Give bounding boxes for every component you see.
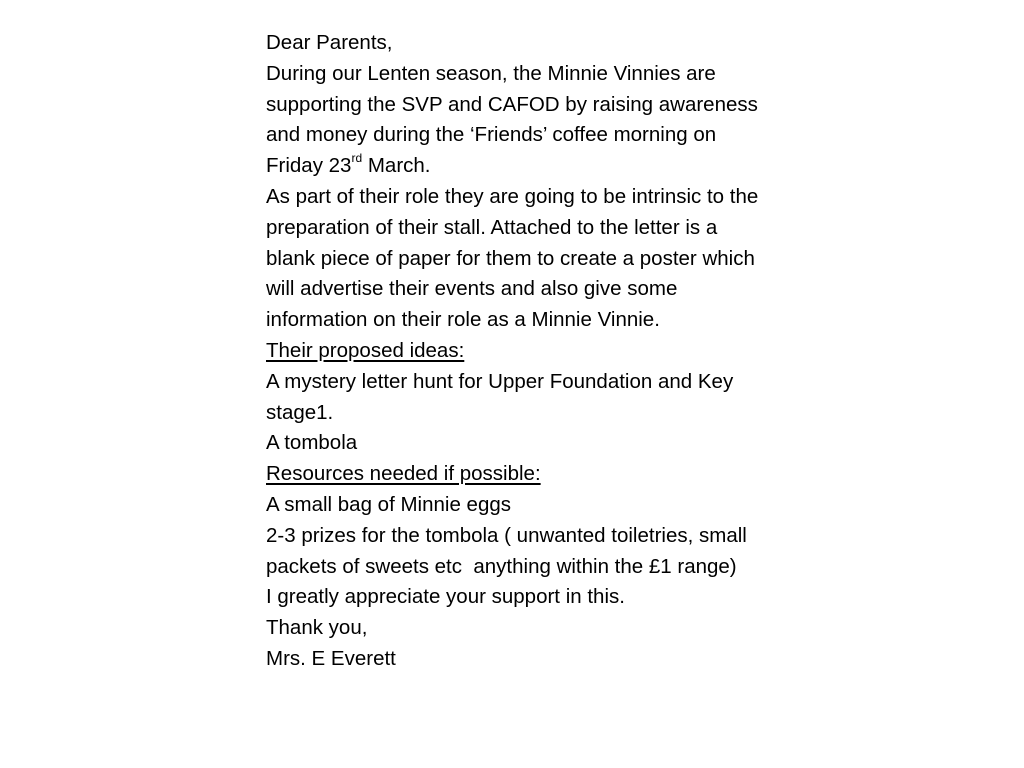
resources-heading (266, 459, 866, 490)
resource-item: 2-3 prizes for the tombola ( unwanted toiletries, small (266, 523, 747, 547)
resource-item: A small bag of Minnie eggs (266, 492, 511, 516)
ideas-heading-text: Their proposed ideas: (266, 338, 465, 362)
greeting: Dear Parents, (266, 31, 393, 54)
event-date-line (266, 151, 866, 182)
thanks-line: Thank you, (266, 616, 368, 640)
resource-item: packets of sweets etc anything within the £1 range) (266, 554, 737, 578)
appreciation-line: I greatly appreciate your support in this. (266, 585, 625, 609)
paragraph1-line: supporting the SVP and CAFOD by raising awareness (266, 92, 758, 116)
paragraph2-line: will advertise their events and also give some (266, 277, 678, 301)
event-date-month: March. (362, 154, 431, 178)
paragraph2-line: preparation of their stall. Attached to the letter is a (266, 215, 718, 239)
paragraph1-line: During our Lenten season, the Minnie Vinnies are (266, 61, 716, 85)
ideas-heading (266, 336, 866, 367)
letter-body (266, 28, 866, 675)
idea-item: A mystery letter hunt for Upper Foundation and Key (266, 369, 734, 393)
event-date-ordinal: rd (351, 151, 363, 166)
event-date-day: Friday 23 (266, 154, 352, 178)
paragraph2-line: As part of their role they are going to be intrinsic to the (266, 184, 759, 208)
paragraph2-line: blank piece of paper for them to create a poster which (266, 246, 755, 270)
resources-heading-text: Resources needed if possible: (266, 462, 541, 486)
idea-item: stage1. (266, 400, 334, 424)
signature: Mrs. E Everett (266, 646, 396, 670)
paragraph2-line: information on their role as a Minnie Vinnie. (266, 308, 660, 332)
idea-item: A tombola (266, 431, 358, 455)
paragraph1-line: and money during the ‘Friends’ coffee morning on (266, 123, 717, 147)
